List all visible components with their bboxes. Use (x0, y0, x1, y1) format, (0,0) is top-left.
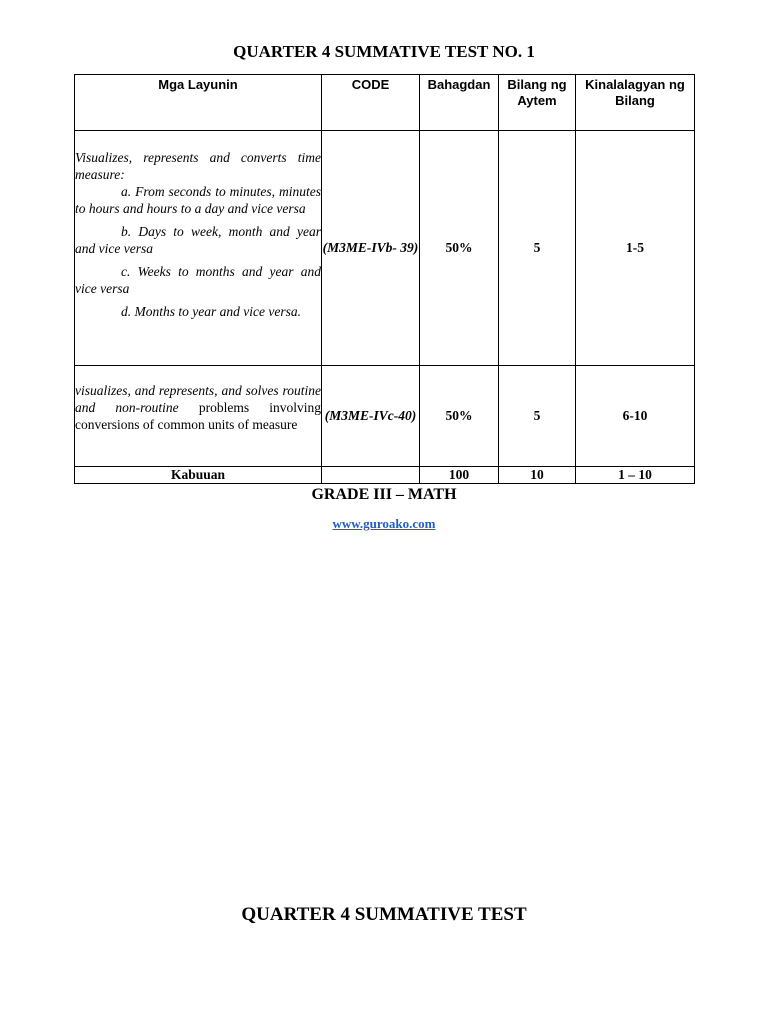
percent-cell: 50% (420, 366, 499, 467)
placement-cell: 6-10 (576, 366, 695, 467)
objective-text: problems involving conversions of common units of measure (75, 400, 322, 432)
items-cell: 5 (499, 366, 576, 467)
placement-cell: 1-5 (576, 131, 695, 366)
table-row (75, 131, 695, 366)
objective-text-italic: visualizes, and represents, and solves routine and non-routine (75, 383, 321, 415)
objective-line: a. From seconds to minutes, minutes to hours and hours to a day and vice versa (75, 184, 321, 216)
total-code (322, 467, 420, 484)
total-placement: 1 – 10 (576, 467, 695, 484)
header-placement: Kinalalagyan ng Bilang (576, 75, 695, 131)
header-code: CODE (322, 75, 420, 131)
header-items: Bilang ng Aytem (499, 75, 576, 131)
code-cell: (M3ME-IVc-40) (322, 366, 420, 467)
items-cell: 5 (499, 131, 576, 366)
website-link[interactable]: www.guroako.com (332, 516, 436, 531)
percent-cell: 50% (420, 131, 499, 366)
header-objectives: Mga Layunin (75, 75, 322, 131)
objective-cell (75, 131, 322, 366)
objective-line: Visualizes, represents and converts time measure: (75, 150, 321, 182)
objective-line: b. Days to week, month and year and vice versa (75, 224, 321, 256)
total-percent: 100 (420, 467, 499, 484)
second-title: QUARTER 4 SUMMATIVE TEST (241, 904, 527, 925)
table-row (75, 366, 695, 467)
table-of-specifications (74, 74, 695, 484)
objective-line: d. Months to year and vice versa. (121, 304, 301, 319)
objective-cell (75, 366, 322, 467)
website-link-wrap (0, 516, 768, 532)
code-cell: (M3ME-IVb- 39) (322, 131, 420, 366)
header-percent: Bahagdan (420, 75, 499, 131)
total-items: 10 (499, 467, 576, 484)
page-title: QUARTER 4 SUMMATIVE TEST NO. 1 (233, 42, 535, 61)
grade-subtitle: GRADE III – MATH (311, 486, 457, 503)
objective-line: c. Weeks to months and year and vice versa (75, 264, 321, 296)
total-label: Kabuuan (75, 467, 322, 484)
total-row (75, 467, 695, 484)
header-row (75, 75, 695, 131)
